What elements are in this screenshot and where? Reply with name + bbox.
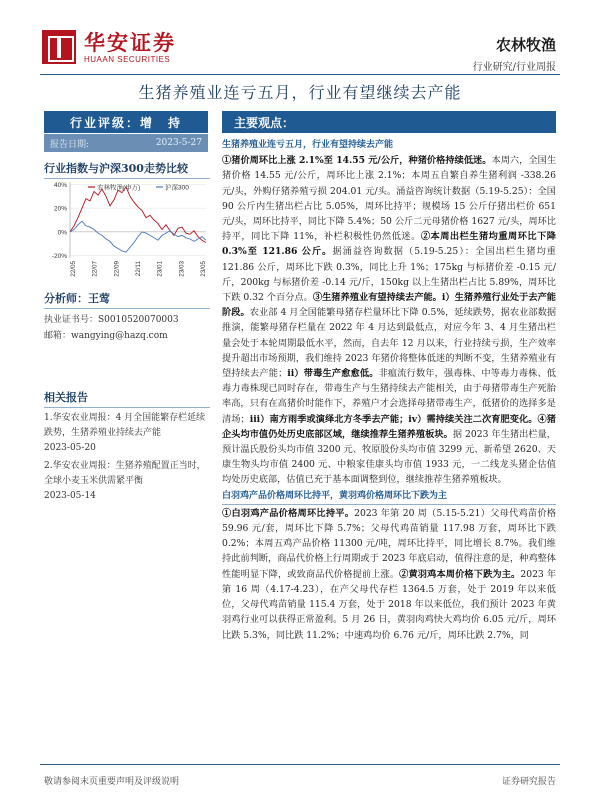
analyst-name: 分析师：王莺 (44, 290, 210, 309)
main-view-heading: 主要观点： (222, 111, 556, 133)
report-title: 生猪养殖业连亏五月，行业有望继续去产能 (138, 83, 462, 102)
related-report-item[interactable] (44, 411, 210, 456)
series-line (70, 221, 206, 252)
y-tick-label: 20% (53, 205, 67, 213)
bold-point: iii）南方雨季或演绎北方冬季去产能；iv）需持续关注二次育肥变化。④猪企头均市值仍处历史底部区域，继续推荐生猪养殖板块。 (222, 413, 556, 440)
y-tick-label: 40% (53, 181, 67, 189)
x-tick-label: 23/01 (156, 261, 164, 277)
related-report-date: 2023-05-14 (44, 491, 96, 501)
paragraph-poultry (222, 506, 556, 643)
report-date (44, 134, 208, 152)
body-text: 本周六，全国生猪价格 14.55 元/公斤，周环比上涨 2.1%；本周五自繁自养生猪利润 -338.26 元/头，外购仔猪养殖亏损 204.01 元/头。涌益咨询统计数据（5.19-5.25）：全国 90 公斤内生猪出栏占比 5.05%，周环比持平；规模场 15 公斤仔猪出栏价 651 元/头，周环比持平，同比下降 5.4%；50 公斤二元母猪价格 1627 元/头，周环比持平，同比下降 11%，补栏积极性仍然低迷。 (222, 155, 557, 243)
legend-label: 沪深300 (165, 184, 189, 192)
footer-divider (40, 764, 560, 765)
main-content (222, 138, 556, 643)
body-text: 农业部 4 月全国能繁母猪存栏量环比下降 0.5%，延续跌势，据农业部数据推演，能繁母猪存栏量在 2022 年 4 月达到最低点，对应今年 3、4 月生猪出栏量会处于本轮周期最低水平，然而，自去年 12 月以来，行业持续亏损，生产效率提升超出市场预期，我们维持 2023 年猪价将整体低迷的判断不变，生猪养殖业有望持续去产能； (222, 307, 557, 380)
bold-point: ③生猪养殖业有望持续去产能。 (312, 292, 442, 304)
x-tick-label: 22/05 (70, 261, 77, 277)
x-tick-label: 22/09 (113, 261, 121, 277)
bold-point: ii）带毒生产愈愈低。 (287, 368, 379, 380)
bold-point: i）生猪养殖行业处于去产能阶段。 (222, 292, 556, 319)
body-text: 2023 年第 16 周（4.17-4.23），在产父母代存栏 1364.5 万套，处于 2019 年以来低位，父母代鸡苗销量 115.4 万套，处于 2018 年以来低位，我们预计 2023 年黄羽鸡行业可以获得正常盈利。5 月 26 日，黄羽肉鸡快大鸡均价 6.05 元/斤，周环比跌 5.3%，同比跌 11.2%；中速鸡均价 6.76 元/斤，周环比跌 2.7%，同 (222, 568, 557, 641)
body-text: 据 2023 年生猪出栏量，预计温氏股份头均市值 3200 元、牧原股份头均市值 3299 元、新希望 2620、天康生物头均市值 2400 元、中粮家佳康头均市值 1933 元，一二线龙头猪企估值均处历史底部，估值已充于基本面调整到位，继续推荐生猪养殖板块。 (222, 428, 556, 486)
report-date-value: 2023-5-27 (155, 138, 202, 148)
bold-point: ①白羽鸡产品价格周环比持平。 (222, 507, 355, 519)
series-line (70, 187, 206, 243)
bold-point: ②本周出栏生猪均重周环比下降 0.3%至 121.86 公斤。 (222, 231, 556, 258)
x-tick-label: 23/03 (178, 261, 186, 277)
bold-point: ①猪价周环比上涨 2.1%至 14.55 元/公斤，种猪价格持续低迷。 (222, 155, 492, 167)
body-text: 2023 年第 20 周（5.15-5.21）父母代鸡苗价格 59.96 元/套，周环比下降 5.7%；父母代鸡苗销量 117.98 万套，周环比下跌 0.2%；本周五鸡产品价格 11300 元/吨，周环比持平，同比增长 8.7%。我们维持此前判断，商品代价格上行周期或于 2023 年底启动，值得注意的是，种鸡整体性能明显下降，或致商品代价格提前上涨。 (222, 507, 556, 580)
related-reports-title: 相关报告 (44, 389, 210, 408)
subsection-heading-poultry: 白羽鸡产品价格周环比持平，黄羽鸡价格周环比下跌为主 (222, 489, 556, 505)
sector-label: 农林牧渔 (495, 36, 556, 54)
analyst-block (44, 290, 210, 341)
x-tick-label: 23/05 (200, 261, 207, 277)
footer-report-type: 证券研究报告 (501, 777, 556, 787)
related-report-date: 2023-05-20 (44, 443, 96, 453)
footer-disclaimer: 敬请参阅末页重要声明及评级说明 (44, 777, 180, 787)
analyst-cert: 执业证书号：S0010520070003 (44, 315, 179, 325)
body-text: 非瘟流行数年，强毒株、中等毒力毒株、低毒力毒株现已同时存在，带毒生产与生猪持续去产能相关，由于母猪带毒生产死胎率高，只有在高猪价时能作下，养殖户才会选择母猪带毒生产，低猪价的选择多是清场； (222, 368, 557, 425)
bold-point: ②黄羽鸡本周价格下跌为主。 (399, 568, 521, 580)
x-tick-label: 22/07 (91, 261, 99, 277)
x-tick-label: 22/11 (135, 261, 142, 277)
index-comparison-chart (44, 178, 210, 282)
subsection-heading-pig: 生猪养殖业连亏五月，行业有望持续去产能 (222, 140, 394, 150)
analyst-email: 邮箱：wangying@hazq.com (44, 331, 168, 341)
body-text: 据涌益咨询数据（5.19-5.25）：全国出栏生猪均重 121.86 公斤，周环比下跌 0.3%，同比上升 1%；175kg 与标猪价差 -0.15 元/斤，200kg 与标猪价差 -0.14 元/斤，150kg 以上生猪出栏占比 5.89%，周环比下跌 0.32 个百分点。 (222, 246, 556, 304)
logo (42, 30, 176, 64)
logo-english-name: HUAAN SECURITIES (84, 54, 171, 64)
related-report-item[interactable] (44, 459, 210, 504)
chart-section-title: 行业指数与沪深300走势比较 (44, 160, 210, 179)
y-tick-label: 0% (57, 229, 67, 237)
report-date-label: 报告日期: (50, 139, 90, 150)
related-report-text[interactable]: 2.华安农业周报：生猪养殖配置正当时，全球小麦玉米供需紧平衡 (44, 461, 206, 486)
report-type: 行业研究/行业周报 (472, 62, 556, 73)
logo-chinese-name: 华安证券 (84, 29, 176, 55)
legend-label: 农林牧渔(申万) (97, 184, 141, 192)
paragraph-pig (222, 153, 556, 487)
related-report-text[interactable]: 1.华安农业周报：4 月全国能繁存栏延续跌势，生猪养殖业持续去产能 (44, 413, 206, 438)
industry-rating: 行业评级：增 持 (44, 111, 208, 133)
related-reports (44, 389, 210, 504)
logo-seal-icon (42, 30, 76, 64)
header-divider (40, 74, 560, 75)
y-tick-label: -20% (51, 253, 67, 261)
